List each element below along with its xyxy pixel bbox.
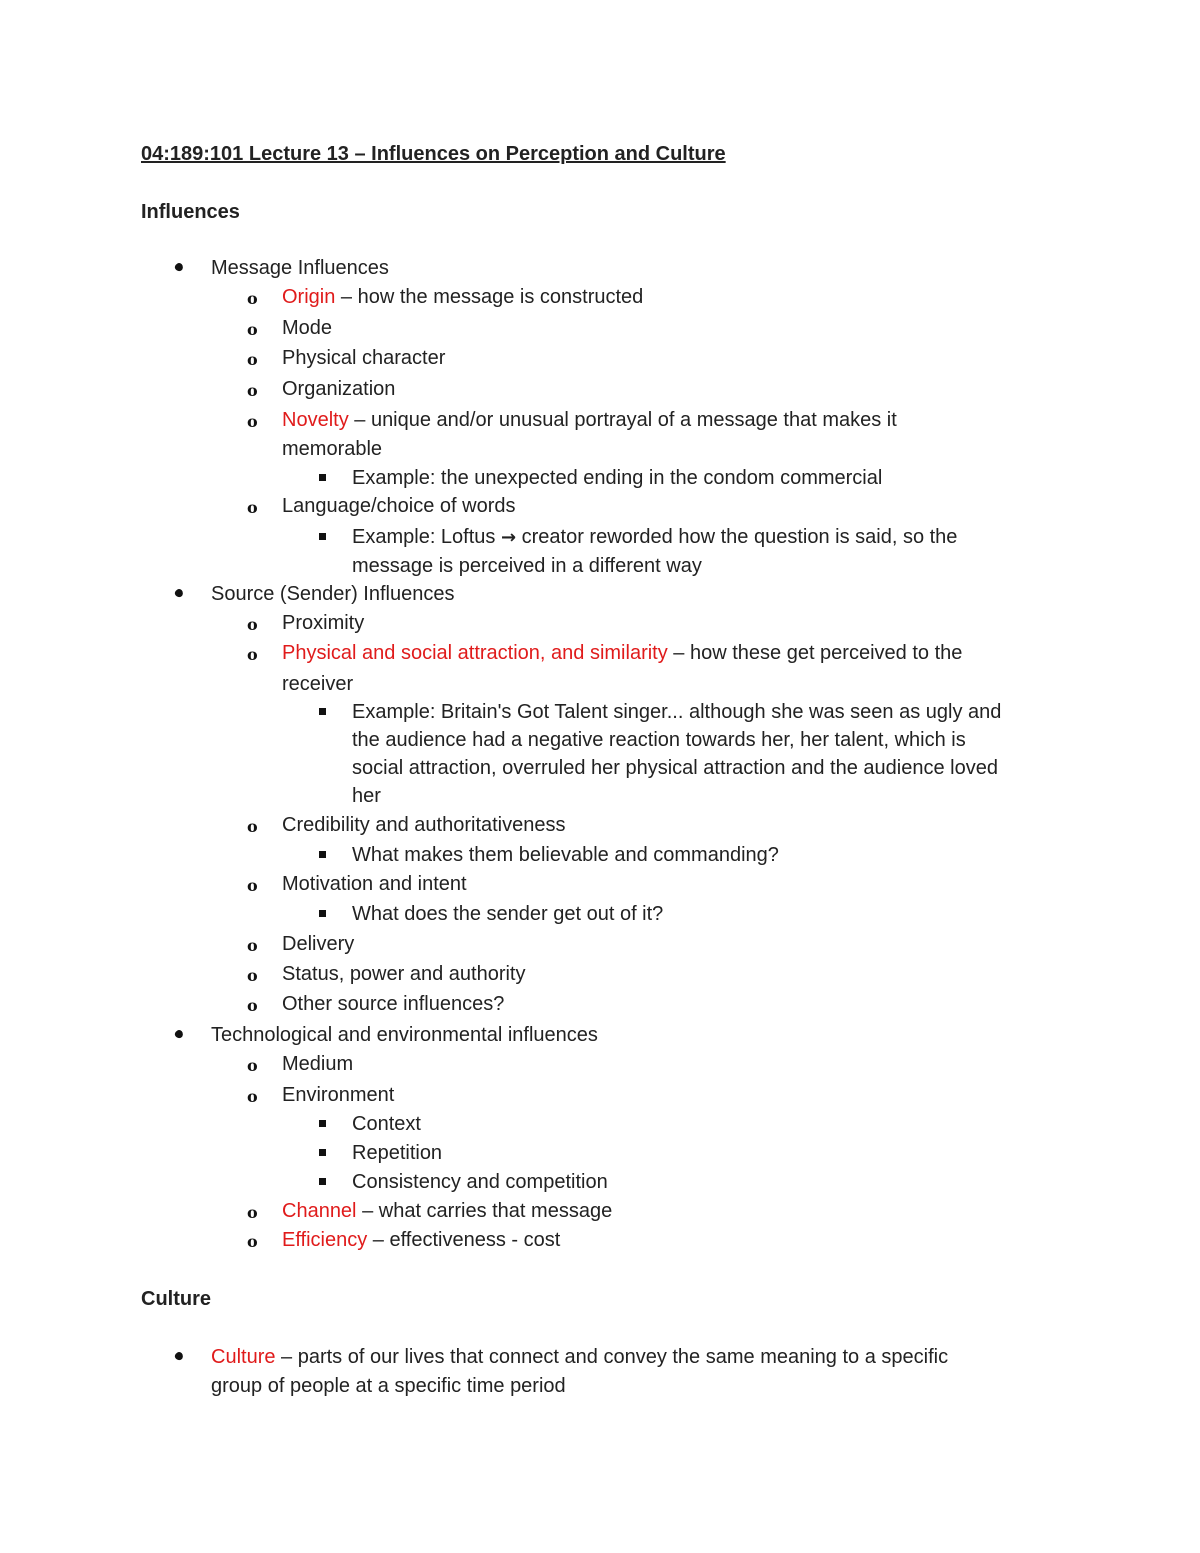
bullet-square	[319, 1120, 326, 1127]
list-item-proximity: Proximity	[282, 612, 365, 634]
list-item-credibility: Credibility and authoritativeness	[282, 814, 566, 836]
section-heading-culture: Culture	[141, 1288, 211, 1310]
bullet-square	[319, 1149, 326, 1156]
bullet-circle: o	[247, 498, 258, 517]
document-title: 04:189:101 Lecture 13 – Influences on Perception and Culture	[141, 143, 726, 165]
term-culture: Culture	[211, 1346, 276, 1368]
list-item-message-influences: Message Influences	[211, 257, 389, 279]
bullet-circle: o	[247, 412, 258, 431]
bullet-circle: o	[247, 936, 258, 955]
bullet-disc	[174, 262, 184, 272]
bullet-circle: o	[247, 817, 258, 836]
list-item-bgt-cont: the audience had a negative reaction towards her, her talent, which is	[352, 729, 966, 751]
list-item-language: Language/choice of words	[282, 495, 516, 517]
list-item-consistency: Consistency and competition	[352, 1171, 608, 1193]
list-item-credibility-question: What makes them believable and commanding?	[352, 844, 779, 866]
term-channel: Channel	[282, 1200, 357, 1222]
list-item-efficiency	[282, 1227, 560, 1253]
list-item-context: Context	[352, 1113, 421, 1135]
definition-origin: – how the message is constructed	[335, 286, 644, 308]
bullet-disc	[174, 588, 184, 598]
term-novelty: Novelty	[282, 409, 349, 431]
definition-channel: – what carries that message	[356, 1200, 613, 1222]
list-item-environment: Environment	[282, 1084, 395, 1106]
list-item-source-influences: Source (Sender) Influences	[211, 583, 455, 605]
list-item-origin	[282, 284, 643, 310]
bullet-disc	[174, 1029, 184, 1039]
bullet-square	[319, 851, 326, 858]
bullet-circle: o	[247, 1232, 258, 1251]
bullet-square	[319, 533, 326, 540]
bullet-circle: o	[247, 966, 258, 985]
definition-efficiency: – effectiveness - cost	[367, 1229, 561, 1251]
bullet-square	[319, 910, 326, 917]
section-heading-influences: Influences	[141, 201, 240, 223]
definition-attraction: – how these get perceived to the	[667, 642, 963, 664]
list-item-bgt-cont: her	[352, 785, 381, 807]
right-arrow-icon: →	[500, 527, 517, 548]
definition-novelty: – unique and/or unusual portrayal of a message that makes it	[348, 409, 897, 431]
list-item-other-source: Other source influences?	[282, 993, 505, 1015]
list-item-channel	[282, 1198, 612, 1224]
list-item-loftus-example	[352, 524, 957, 551]
term-attraction: Physical and social attraction, and similarity	[282, 642, 668, 664]
list-item-repetition: Repetition	[352, 1142, 443, 1164]
definition-culture: – parts of our lives that connect and convey the same meaning to a specific	[275, 1346, 949, 1368]
list-item-motivation-question: What does the sender get out of it?	[352, 903, 664, 925]
bullet-circle: o	[247, 320, 258, 339]
bullet-circle: o	[247, 381, 258, 400]
bullet-circle: o	[247, 615, 258, 634]
list-item-bgt-cont: social attraction, overruled her physical attraction and the audience loved	[352, 757, 998, 779]
bullet-circle: o	[247, 876, 258, 895]
bullet-circle: o	[247, 1203, 258, 1222]
list-item-novelty-example: Example: the unexpected ending in the condom commercial	[352, 467, 883, 489]
term-efficiency: Efficiency	[282, 1229, 368, 1251]
list-item-novelty-cont: memorable	[282, 438, 383, 460]
bullet-circle: o	[247, 350, 258, 369]
loftus-text-a: Example: Loftus	[352, 526, 501, 548]
list-item-motivation: Motivation and intent	[282, 873, 467, 895]
bullet-circle: o	[247, 1087, 258, 1106]
list-item-organization: Organization	[282, 378, 396, 400]
list-item-attraction-cont: receiver	[282, 673, 354, 695]
term-origin: Origin	[282, 286, 336, 308]
bullet-disc	[174, 1351, 184, 1361]
list-item-attraction	[282, 640, 962, 666]
list-item-culture-cont: group of people at a specific time period	[211, 1375, 566, 1397]
loftus-text-b: creator reworded how the question is said, so the	[516, 526, 958, 548]
list-item-tech-env: Technological and environmental influences	[211, 1024, 598, 1046]
list-item-mode: Mode	[282, 317, 333, 339]
list-item-delivery: Delivery	[282, 933, 355, 955]
list-item-status: Status, power and authority	[282, 963, 526, 985]
bullet-square	[319, 474, 326, 481]
list-item-medium: Medium	[282, 1053, 354, 1075]
bullet-circle: o	[247, 645, 258, 664]
list-item-physical-character: Physical character	[282, 347, 446, 369]
bullet-square	[319, 708, 326, 715]
list-item-novelty	[282, 407, 897, 433]
list-item-bgt-example: Example: Britain's Got Talent singer... although she was seen as ugly and	[352, 701, 1002, 723]
bullet-circle: o	[247, 1056, 258, 1075]
bullet-circle: o	[247, 996, 258, 1015]
bullet-square	[319, 1178, 326, 1185]
list-item-loftus-cont: message is perceived in a different way	[352, 555, 702, 577]
list-item-culture	[211, 1344, 948, 1370]
bullet-circle: o	[247, 289, 258, 308]
